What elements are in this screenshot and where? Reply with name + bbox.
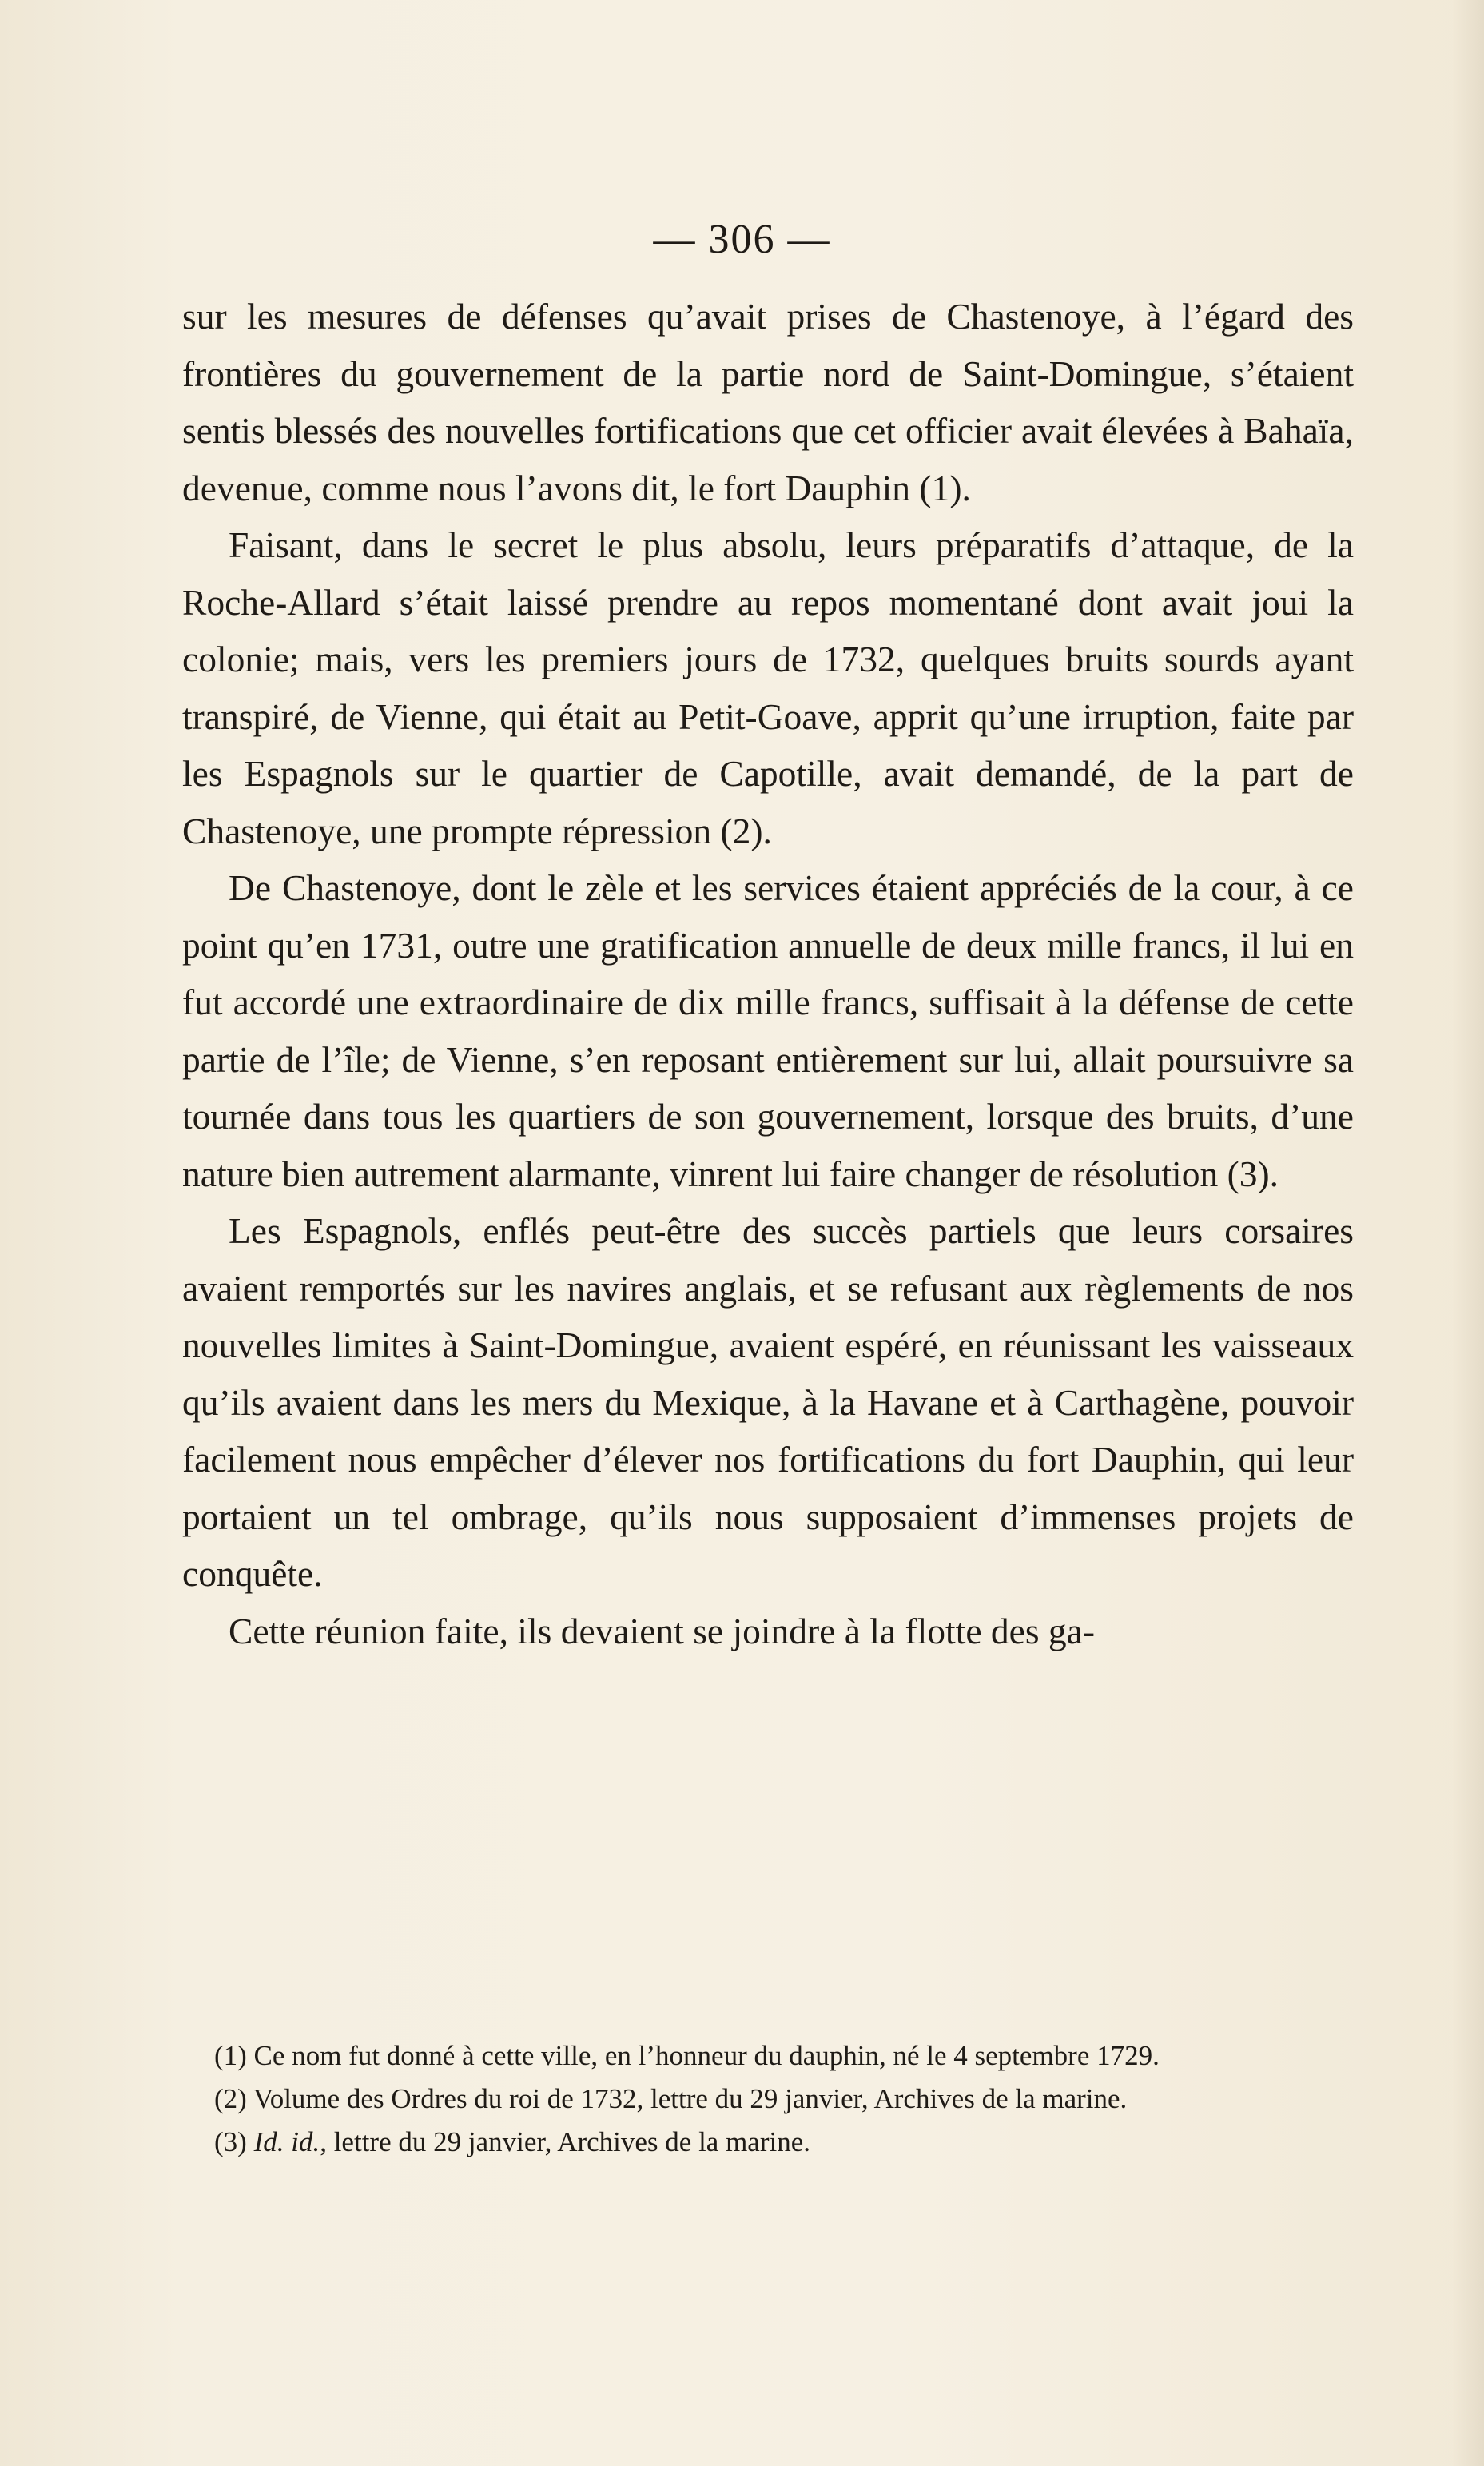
- paragraph-3: De Chastenoye, dont le zèle et les services étaient appréciés de la cour, à ce point qu’en 1731, outre une gratification annuelle de deux mille francs, il lui en fut accordé une extraordinaire de dix mille francs, suffisait à la défense de cette partie de l’île; de Vienne, s’en reposant entièrement sur lui, allait poursuivre sa tournée dans tous les quartiers de son gouvernement, lorsque des bruits, d’une nature bien autrement alarmante, vinrent lui faire changer de résolution (3).: [182, 867, 1354, 1194]
- footnote-3-ibid: Id. id.: [253, 2126, 320, 2157]
- page-edge-shadow: [1452, 0, 1484, 2466]
- footnote-1: (1) Ce nom fut donné à cette ville, en l’honneur du dauphin, né le 4 septembre 1729.: [214, 2040, 1160, 2071]
- footnote-3-marker: (3): [214, 2126, 254, 2157]
- footnote-3: [182, 2121, 1354, 2164]
- paragraph-1: sur les mesures de défenses qu’avait prises de Chastenoye, à l’égard des frontières du gouvernement de la partie nord de Saint-Domingue, s’étaient sentis blessés des nouvelles fortifications que cet officier avait élevées à Bahaïa, devenue, comme nous l’avons dit, le fort Dauphin (1).: [182, 296, 1354, 508]
- footnotes: [182, 2034, 1354, 2164]
- main-text: [182, 288, 1354, 1659]
- paragraph-2: Faisant, dans le secret le plus absolu, leurs préparatifs d’attaque, de la Roche-Allard s’était laissé prendre au repos momentané dont avait joui la colonie; mais, vers les premiers jours de 1732, quelques bruits sourds ayant transpiré, de Vienne, qui était au Petit-Goave, apprit qu’une irruption, faite par les Espagnols sur le quartier de Capotille, avait demandé, de la part de Chastenoye, une prompte répression (2).: [182, 524, 1354, 851]
- paragraph-5: Cette réunion faite, ils devaient se joindre à la flotte des ga-: [229, 1610, 1096, 1651]
- footnote-3-text: , lettre du 29 janvier, Archives de la marine.: [320, 2126, 811, 2157]
- footnote-2: (2) Volume des Ordres du roi de 1732, lettre du 29 janvier, Archives de la marine.: [214, 2083, 1128, 2114]
- page-number: — 306 —: [653, 217, 831, 262]
- paragraph-4: Les Espagnols, enflés peut-être des succès partiels que leurs corsaires avaient remportés sur les navires anglais, et se refusant aux règlements de nos nouvelles limites à Saint-Domingue, avaient espéré, en réunissant les vaisseaux qu’ils avaient dans les mers du Mexique, à la Havane et à Carthagène, pouvoir facilement nous empêcher d’élever nos fortifications du fort Dauphin, qui leur portaient un tel ombrage, qu’ils nous supposaient d’immenses projets de conquête.: [182, 1210, 1354, 1594]
